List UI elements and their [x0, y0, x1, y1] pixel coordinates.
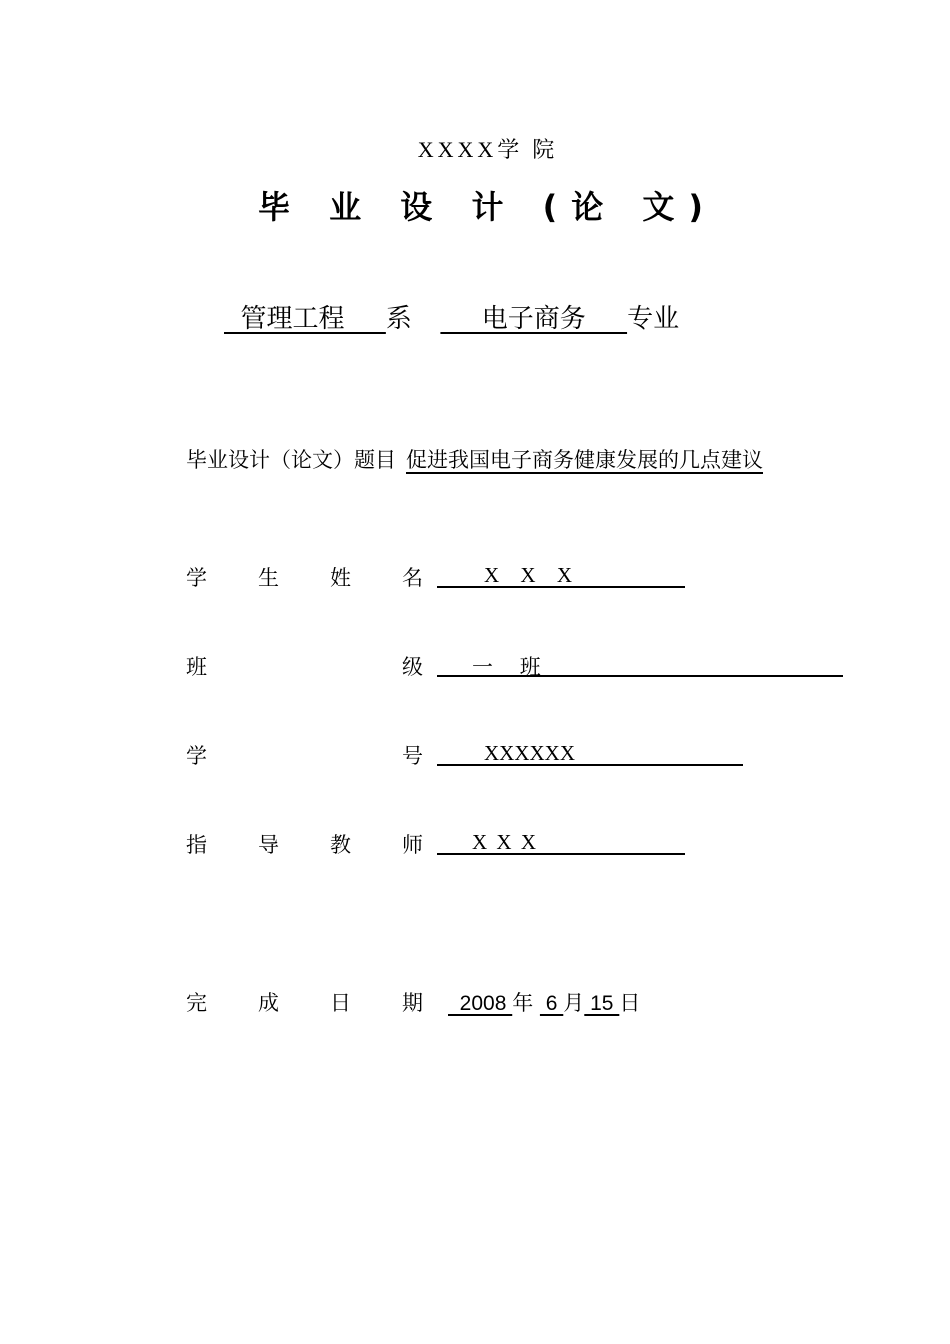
student-id-label-char: 号: [402, 744, 423, 768]
department-major-line: [224, 298, 679, 335]
completion-day: 15: [584, 992, 620, 1015]
college-name-suffix: 学 院: [497, 138, 558, 163]
completion-date-label-char: 日: [330, 991, 351, 1015]
student-id-label-char: 学: [186, 744, 207, 768]
thesis-topic-value: 促进我国电子商务健康发展的几点建议: [406, 448, 763, 472]
advisor-row: [0, 829, 950, 859]
advisor-label-char: 导: [258, 833, 279, 857]
completion-year: 2008: [448, 992, 513, 1015]
class-label-char: 级: [402, 655, 423, 679]
completion-date-row: [0, 987, 950, 1017]
completion-date-label-char: 期: [402, 991, 423, 1015]
advisor-value: X X X: [472, 830, 538, 854]
student-name-label-char: 生: [258, 566, 279, 590]
day-unit: 日: [619, 991, 641, 1015]
student-name-underline: [437, 586, 685, 588]
college-name-prefix: XXXX: [417, 137, 498, 162]
thesis-topic-label: 毕业设计（论文）题目: [186, 448, 396, 472]
college-name: [0, 133, 950, 164]
class-underline: [437, 675, 843, 677]
completion-date-label-char: 完: [186, 991, 207, 1015]
class-row: [0, 651, 950, 681]
class-value: 一 班: [472, 655, 541, 679]
class-label-char: 班: [186, 655, 207, 679]
advisor-label-char: 教: [330, 833, 351, 857]
month-unit: 月: [563, 991, 585, 1015]
completion-date-label-char: 成: [258, 991, 279, 1015]
document-title: 毕 业 设 计 (论 文): [258, 188, 717, 226]
student-id-underline: [437, 764, 743, 766]
major-value: 电子商务: [440, 304, 628, 334]
advisor-label-char: 师: [402, 833, 423, 857]
student-name-value: X X X: [484, 563, 580, 587]
student-id-value: XXXXXX: [484, 741, 575, 765]
student-name-row: [0, 562, 950, 592]
advisor-underline: [437, 853, 685, 855]
completion-month: 6: [539, 992, 564, 1015]
completion-date-value: [448, 987, 640, 1017]
student-name-label-char: 学: [186, 566, 207, 590]
student-name-label-char: 姓: [330, 566, 351, 590]
student-name-label-char: 名: [402, 566, 423, 590]
year-unit: 年: [512, 991, 534, 1015]
advisor-label-char: 指: [186, 833, 207, 857]
thesis-topic-row: [186, 444, 763, 474]
department-suffix: 系: [385, 304, 412, 334]
department-value: 管理工程: [224, 304, 386, 334]
student-id-row: [0, 740, 950, 770]
major-suffix: 专业: [627, 304, 680, 334]
